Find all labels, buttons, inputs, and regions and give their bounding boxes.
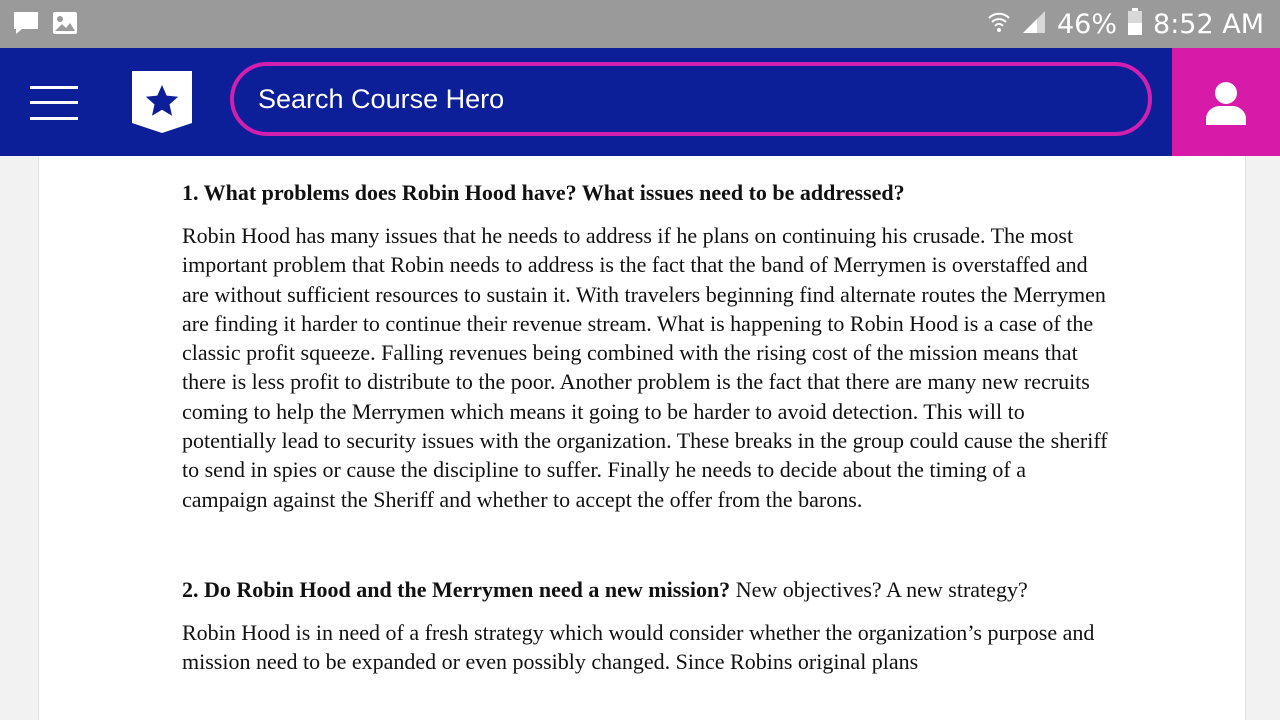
question-heading: 2. Do Robin Hood and the Merrymen need a new mission? New objectives? A new strategy?	[182, 576, 1028, 602]
answer-paragraph: Robin Hood is in need of a fresh strategy which would consider whether the organization’s purpose and mission need to be expanded or even possibly changed. Since Robins original plans	[182, 619, 1095, 675]
status-bar	[0, 0, 1280, 48]
app-header	[0, 48, 1280, 156]
search-input[interactable]	[256, 83, 1120, 116]
image-icon	[52, 11, 78, 40]
user-profile-button[interactable]	[1172, 48, 1280, 156]
user-icon	[1206, 81, 1246, 130]
search-bar[interactable]	[230, 62, 1152, 136]
battery-icon	[1127, 8, 1143, 41]
hamburger-menu-icon[interactable]	[30, 86, 78, 120]
message-icon	[12, 10, 40, 41]
wifi-icon	[987, 9, 1011, 40]
clock: 8:52 AM	[1153, 8, 1264, 40]
question-heading: 1. What problems does Robin Hood have? What issues need to be addressed?	[182, 180, 905, 205]
battery-percent: 46%	[1057, 8, 1118, 40]
answer-paragraph: Robin Hood has many issues that he needs to address if he plans on continuing his crusade. The most important problem that Robin needs to address is the fact that the band of Merrymen is overstaffed and are without sufficient resources to sustain it. With travelers beginning find alternate routes the Merrymen are finding it harder to continue their revenue stream. What is happening to Robin Hood is a case of the classic profit squeeze. Falling revenues being combined with the rising cost of the mission means that there is less profit to distribute to the poor. Another problem is the fact that there are many new recruits coming to help the Merrymen which means it going to be harder to avoid detection. This will to potentially lead to security issues with the organization. These breaks in the group could cause the sheriff to send in spies or cause the discipline to suffer. Finally he needs to decide about the timing of a campaign against the Sheriff and whether to accept the offer from the barons.	[182, 223, 1108, 512]
document-viewer	[38, 156, 1246, 720]
course-hero-star-icon[interactable]	[132, 71, 192, 133]
signal-icon	[1021, 9, 1047, 40]
document-content	[182, 178, 1112, 677]
